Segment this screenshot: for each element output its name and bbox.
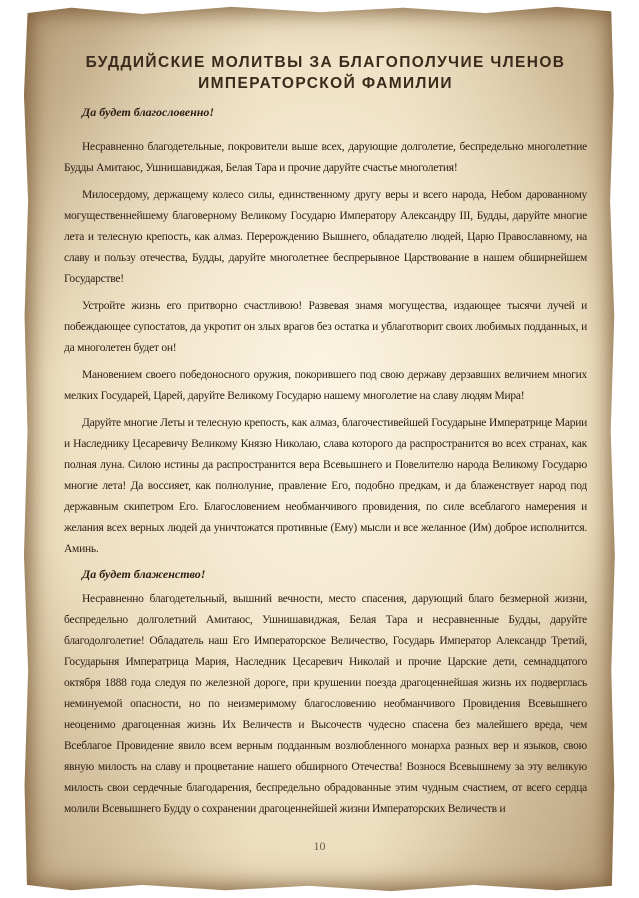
paragraph: Несравненно благодетельные, покровители выше всех, дарующие долголетие, беспредельно многолетние Будды Амитаюс, Ушнишавиджая, Белая Тара и прочие даруйте счастье многолетия! [64, 141, 587, 174]
page-number: 10 [313, 839, 326, 853]
section-heading-blessed: Да будет благословенно! [82, 105, 215, 119]
title-line-1: БУДДИЙСКИЕ МОЛИТВЫ ЗА БЛАГОПОЛУЧИЕ ЧЛЕНОВ [85, 54, 566, 71]
paragraph: Устройте жизнь его притворно счастливою! Развевая знамя могущества, издающее тысячи лучей и побеждающее супостатов, да укротит он злых врагов без остатка и ублаготворит своих любимых подданных, и да многолетен будет он! [64, 300, 587, 354]
paragraph: Мановением своего победоносного оружия, покорившего под свою державу дерзавших величием многих мелких Государей, Царей, даруйте Великому Государю нашему многолетие на славу людям Мира! [64, 369, 587, 402]
paragraph: Даруйте многие Леты и телесную крепость, как алмаз, благочестивейшей Государыне Императрице Марии и Наследнику Цесаревичу Великому Князю Николаю, слава которого да распространится во всех странах, как полная луна. Силою истины да распространится вера Всевышнего и Повелителю народа Великому Государю многие лета! Да воссияет, как полнолуние, правление Его, подобно предкам, и да блаженствует народ под державным скипетром Его. Благословением необманчивого провидения, по силе всеблагого намерения и желания всех верных людей да уничтожатся противные (Ему) мысли и все желанное (Им) доброе исполнится. Аминь. [64, 417, 587, 555]
paragraph: Милосердому, держащему колесо силы, единственному другу веры и всего народа, Небом дарованному могущественнейшему благоверному Великому Государю Императору Александру III, Будды, даруйте многие лета и телесную крепость, как алмаз. Перерождению Вышнего, обладателю людей, Царю Православному, на славу и пользу отечества, Будды, даруйте многолетнее беспрерывное Царствование в нашем обширнейшем Государстве! [64, 189, 587, 285]
title-line-2: ИМПЕРАТОРСКОЙ ФАМИЛИИ [198, 75, 453, 92]
section-heading-bliss: Да будет блаженство! [82, 567, 206, 581]
paragraph: Несравненно благодетельный, вышний вечности, место спасения, дарующий благо безмерной жизни, беспредельно долголетний Амитаюс, Ушнишавиджая, Белая Тара и несравненные Будды, даруйте благодолголетие! Обладатель наш Его Императорское Величество, Государь Император Александр Третий, Государыня Императрица Мария, Наследник Цесаревич Николай и прочие Царские дети, семнадцатого октября 1888 года следуя по железной дороге, при крушении поезда драгоценнейшая жизнь их подверглась неминуемой опасности, но по неизмеримому благословению необманчивого Провидения Всевышнего неоценимо драгоценная жизнь Их Величеств и Высочеств чудесно спасена без малейшего вреда, чем Всеблагое Провидение явило всем верным подданным возлюбленного монарха разных вер и языков, свою явную милость на славу и процветание нашего обширного Отечества! Вознося Всевышнему за эту великую милость свои сердечные благодарения, беспредельно обрадованные этим чудным счастием, от всего сердца молили Всевышнего Будду о сохранении драгоценнейшей жизни Императорских Величеств и [64, 593, 587, 815]
page-title [64, 52, 587, 94]
document-body [64, 52, 587, 826]
